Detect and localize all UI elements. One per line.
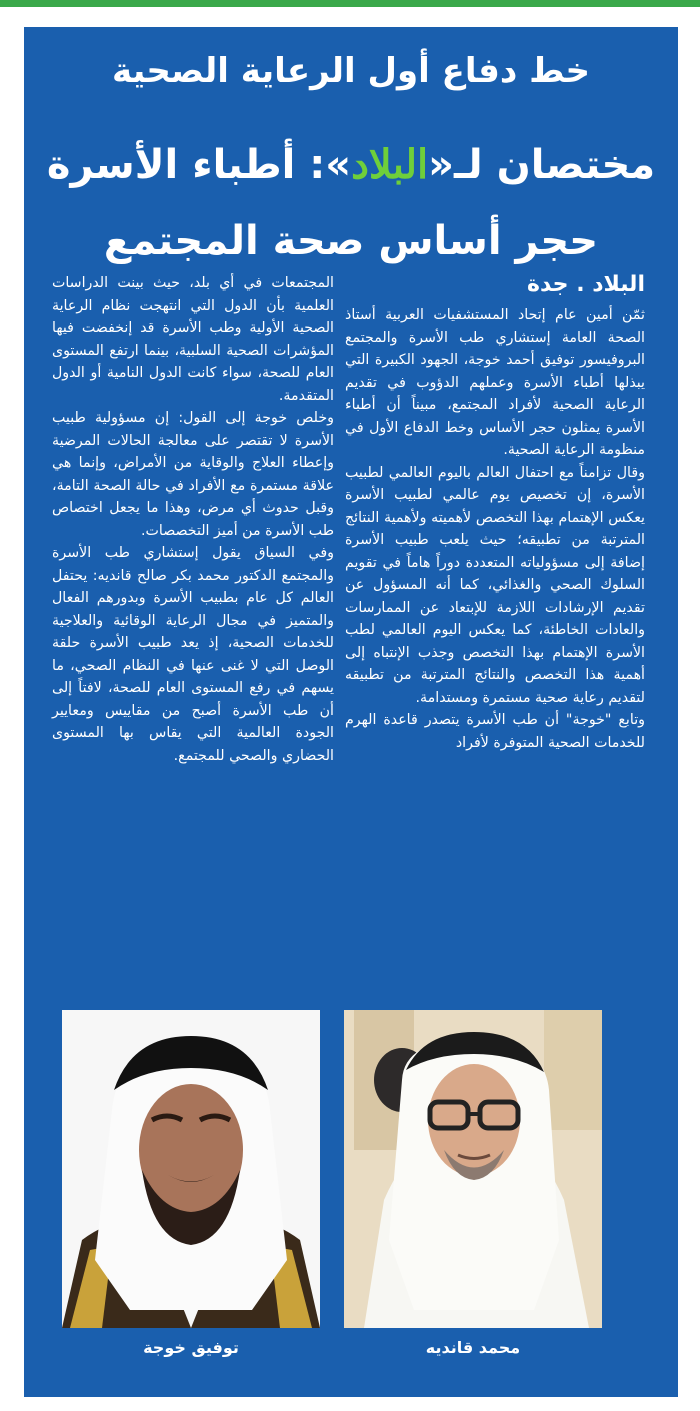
dateline: البلاد . جدة — [526, 272, 645, 297]
photo-khoja — [62, 1010, 320, 1328]
photo-qandiyah — [344, 1010, 602, 1328]
paragraph: وفي السياق يقول إستشاري طب الأسرة والمجتمع الدكتور محمد بكر صالح قانديه: يحتفل العالم كل عام بطبيب الأسرة وبدورهم الفعال والمتميز في مجال الرعاية الوقائية والعلاجية للخدمات الصحية، إذ يعد طبيب الأسرة حلقة الوصل التي لا غنى عنها في النظام الصحي، ما يسهم في رفع المستوى العام للصحة، لافتاً إلى أن طب الأسرة أصبح من مقاييس ومعايير الجودة العالمية التي يقاس بها المستوى الحضاري والصحي للمجتمع. — [52, 545, 334, 764]
headline-prefix: مختصان لـ« — [428, 142, 656, 188]
top-rule — [0, 0, 700, 7]
paragraph: ثمّن أمين عام إتحاد المستشفيات العربية أستاذ الصحة العامة إستشاري طب الأسرة والمجتمع البروفيسور توفيق أحمد خوجة، الجهود الكبيرة التي يبذلها أطباء الأسرة وعملهم الدؤوب في تقديم الرعاية الصحية لأفراد المجتمع، مبيناً أن أطباء الأسرة يمثلون حجر الأساس وخط الدفاع الأول في منظومة الرعاية الصحية. — [345, 307, 645, 458]
right-column — [345, 270, 645, 754]
caption-left: توفيق خوجة — [143, 1338, 239, 1357]
portrait-graphic — [344, 1010, 602, 1328]
paragraph: وقال تزامناً مع احتفال العالم باليوم العالمي لطبيب الأسرة، إن تخصيص يوم عالمي لطبيب الأسرة يعكس الإهتمام بهذا التخصص لأهميته ولأهمية النتائج المترتبة من تطبيقه؛ حيث يلعب طبيب الأسرة إضافة إلى مسؤولياته المتعددة دوراً هاماً في تقويم السلوك الصحي والغذائي، كما أنه المسؤول عن تقديم الإرشادات اللازمة للإبتعاد عن الممارسات والعادات الخاطئة، كما يعكس اليوم العالمي لطب الأسرة الإهتمام بهذا التخصص وجذب الإنتباه إلى أهمية هذا التخصص والنتائج المترتبة من تطبيقه لتقديم رعاية صحية مستمرة ومستدامة. — [345, 464, 645, 706]
brand-logo: البلاد — [351, 141, 429, 188]
left-column — [52, 272, 334, 767]
paragraph: المجتمعات في أي بلد، حيث بينت الدراسات العلمية بأن الدول التي انتهجت نظام الرعاية الصحية الأولية وطب الأسرة قد إنخفضت فيها المؤشرات الصحية السلبية، بينما ارتفع المستوى العام للصحة، سواء كانت الدول النامية أو الدول المتقدمة. — [52, 275, 334, 404]
headline-suffix: »: أطباء الأسرة — [46, 142, 352, 188]
caption-right: محمد قانديه — [425, 1338, 521, 1357]
paragraph: وتابع "خوجة" أن طب الأسرة يتصدر قاعدة الهرم للخدمات الصحية المتوفرة لأفراد — [345, 712, 645, 751]
headline — [34, 127, 668, 279]
headline-line2: حجر أساس صحة المجتمع — [103, 218, 599, 264]
kicker: خط دفاع أول الرعاية الصحية — [111, 51, 591, 91]
portrait-graphic — [62, 1010, 320, 1328]
paragraph: وخلص خوجة إلى القول: إن مسؤولية طبيب الأسرة لا تقتصر على معالجة الحالات المرضية وإعطاء العلاج والوقاية من الأمراض، وإنما هي علاقة مستمرة مع الأفراد في حالة الصحة التامة، وقبل حدوث أي مرض، وهذا ما يجعل اختصاص طب الأسرة من أميز التخصصات. — [52, 410, 334, 539]
